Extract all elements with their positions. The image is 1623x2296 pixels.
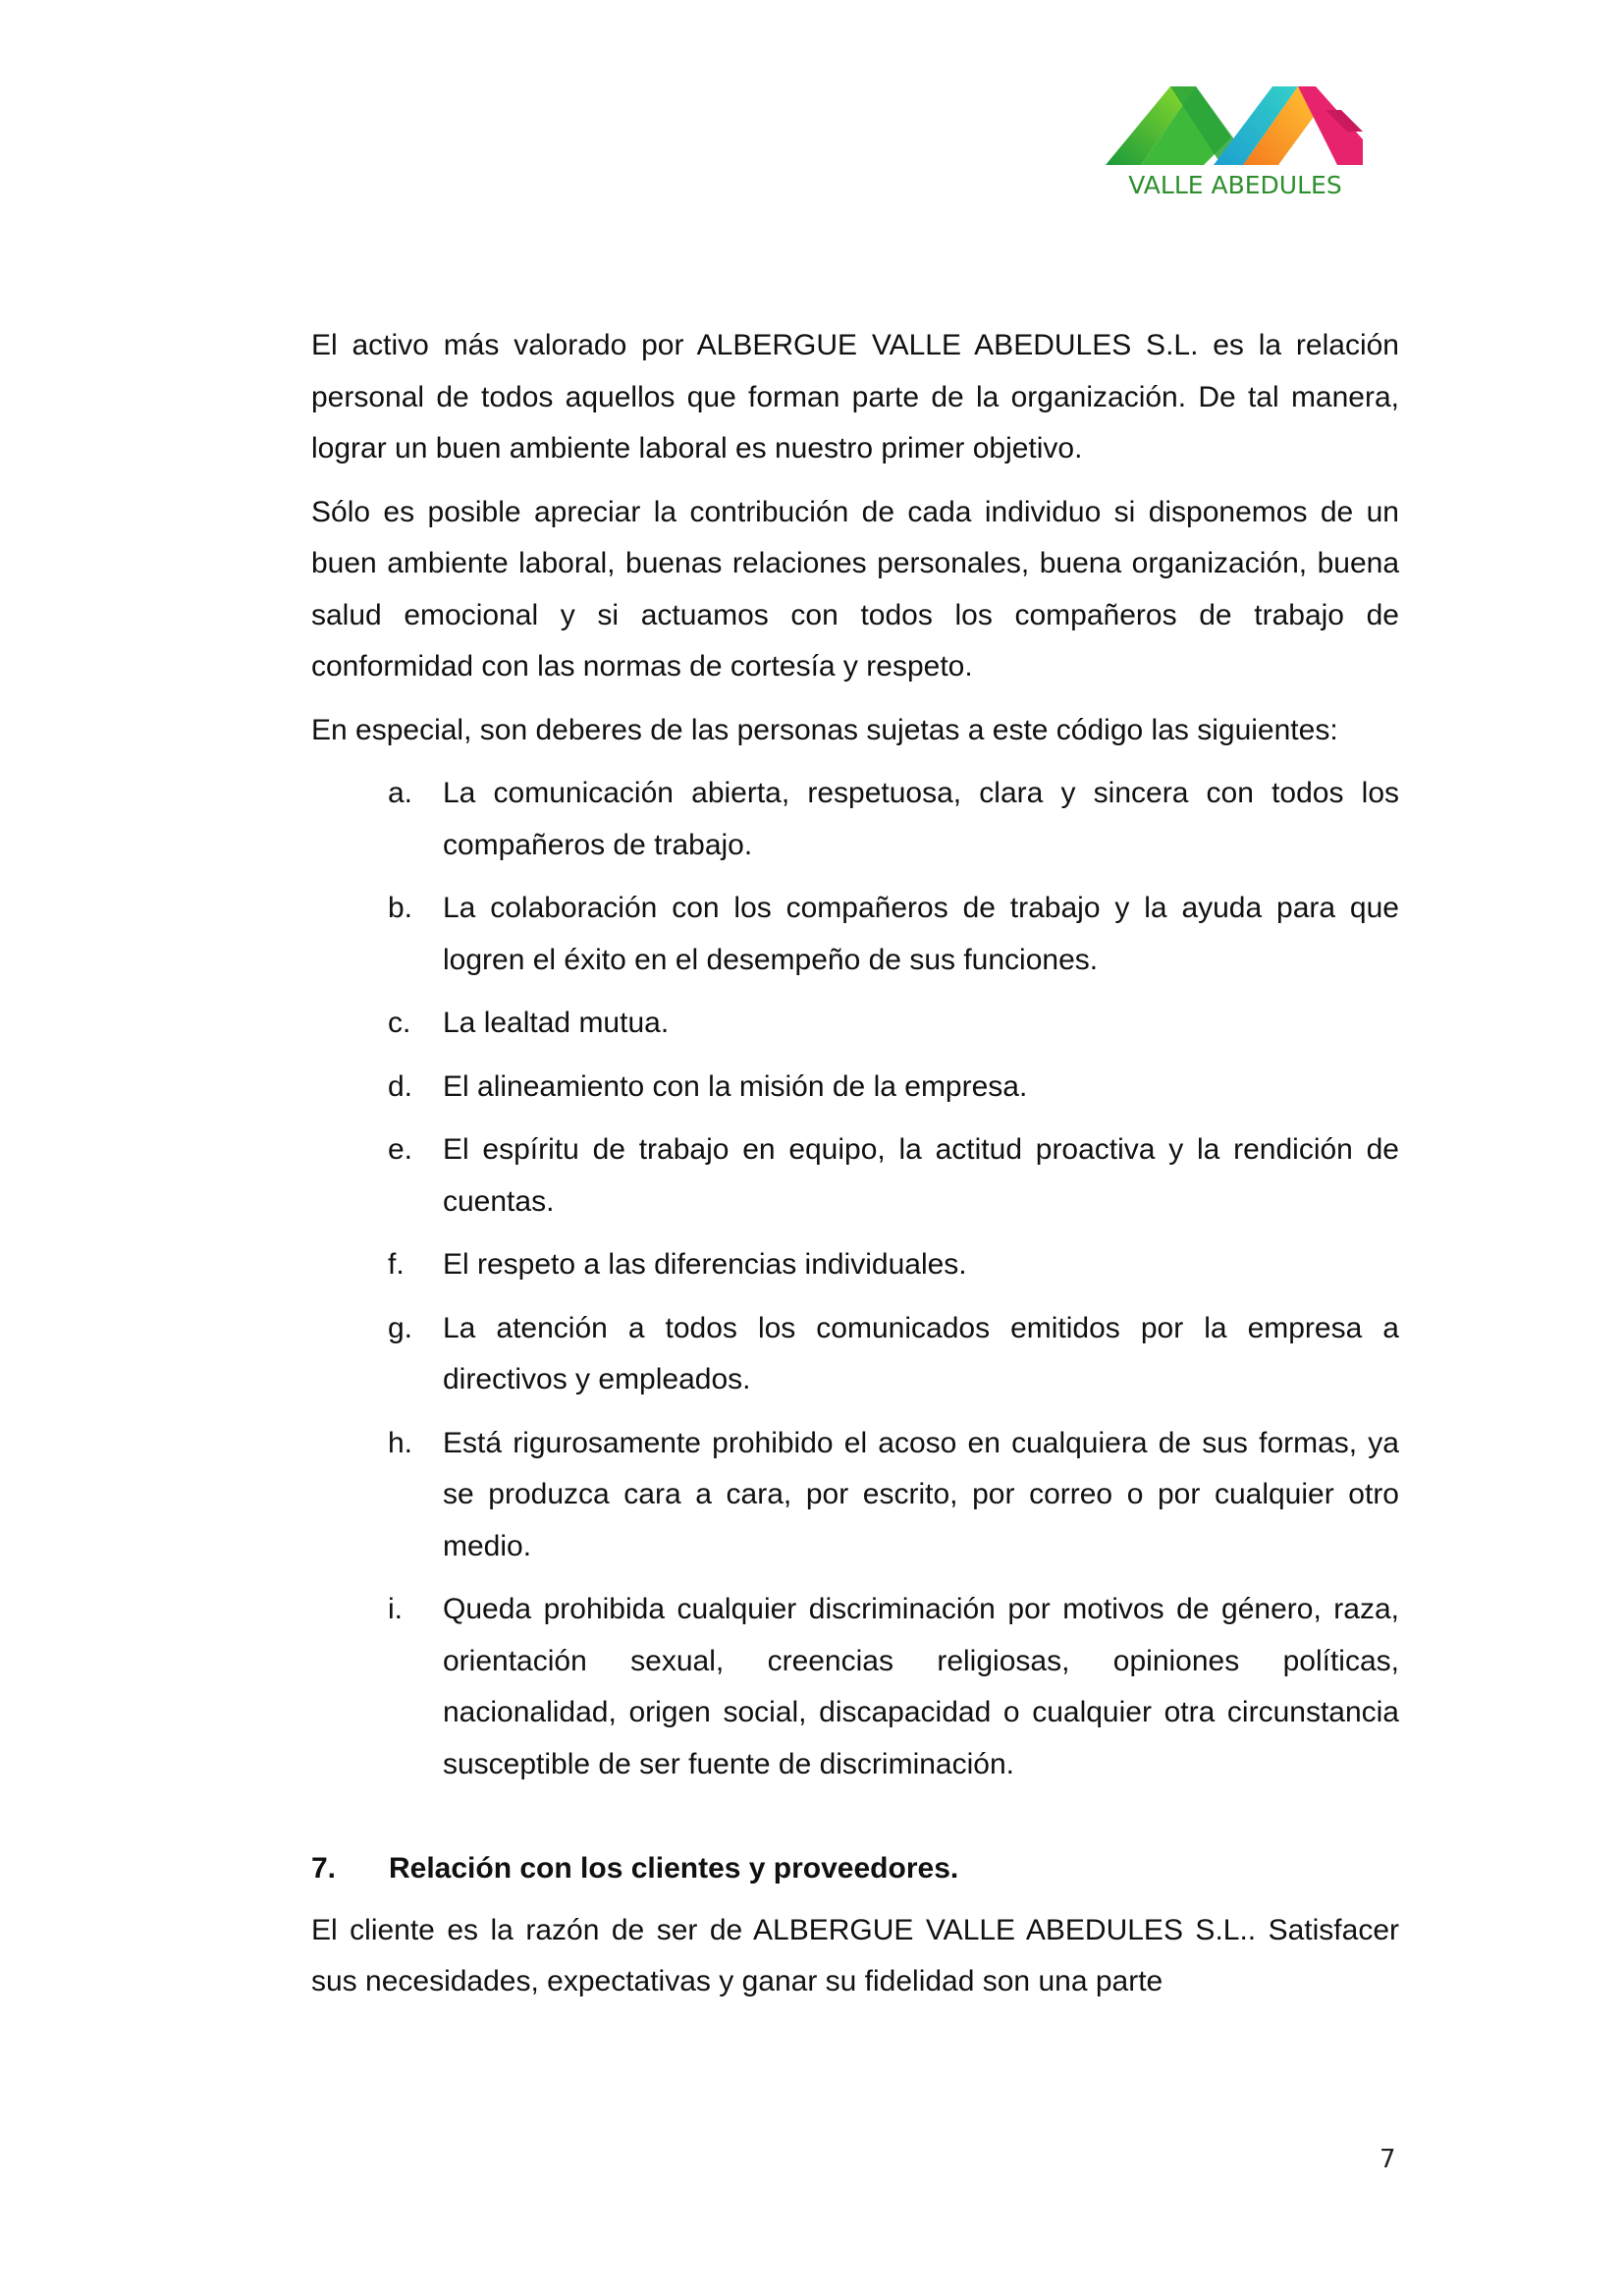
list-item-text: La comunicación abierta, respetuosa, clara y sincera con todos los compañeros de trabajo. — [443, 777, 1399, 861]
logo-text: VALLE ABEDULES — [1128, 171, 1342, 199]
duties-list — [311, 768, 1399, 1790]
list-item — [311, 883, 1399, 986]
list-item — [311, 1303, 1399, 1406]
list-marker: f. — [388, 1248, 405, 1281]
list-item — [311, 1239, 1399, 1291]
paragraph-contribution: Sólo es posible apreciar la contribución de cada individuo si disponemos de un buen ambiente laboral, buenas relaciones personales, buena organización, buena salud emocional y si actuamos con todos los compañeros de trabajo de conformidad con las normas de cortesía y respeto. — [311, 495, 1399, 683]
section-number: 7. — [311, 1852, 337, 1885]
logo-mountains-icon — [1106, 81, 1363, 171]
section-title: Relación con los clientes y proveedores. — [389, 1852, 959, 1885]
list-marker: h. — [388, 1426, 413, 1459]
list-marker: b. — [388, 892, 413, 924]
list-item-text: El espíritu de trabajo en equipo, la actitud proactiva y la rendición de cuentas. — [443, 1133, 1399, 1218]
list-item — [311, 768, 1399, 871]
list-item-text: Está rigurosamente prohibido el acoso en cualquiera de sus formas, ya se produzca cara a cara, por escrito, por correo o por cualquier otro medio. — [443, 1426, 1399, 1562]
company-logo — [1098, 81, 1373, 208]
section-heading — [311, 1843, 1399, 1895]
list-item — [311, 1062, 1399, 1114]
list-item-text: Queda prohibida cualquier discriminación por motivos de género, raza, orientación sexual, creencias religiosas, opiniones políticas, nacionalidad, origen social, discapacidad o cualquier otra circunstancia susceptible de ser fuente de discriminación. — [443, 1593, 1399, 1780]
paragraph-intro: El activo más valorado por ALBERGUE VALLE ABEDULES S.L. es la relación personal de todos aquellos que forman parte de la organización. De tal manera, lograr un buen ambiente laboral es nuestro primer objetivo. — [311, 329, 1399, 465]
list-item-text: El alineamiento con la misión de la empresa. — [443, 1069, 1028, 1103]
list-marker: i. — [388, 1593, 403, 1625]
list-marker: c. — [388, 1007, 411, 1039]
list-marker: a. — [388, 777, 413, 809]
page-number: 7 — [1380, 2145, 1396, 2174]
list-item — [311, 1584, 1399, 1790]
list-item-text: La lealtad mutua. — [443, 1007, 670, 1039]
document-body — [311, 320, 1399, 2020]
paragraph-clients: El cliente es la razón de ser de ALBERGUE VALLE ABEDULES S.L.. Satisfacer sus necesidades, expectativas y ganar su fidelidad son una parte — [311, 1913, 1399, 1997]
list-item — [311, 998, 1399, 1050]
list-item — [311, 1418, 1399, 1573]
list-item-text: La atención a todos los comunicados emitidos por la empresa a directivos y empleados. — [443, 1311, 1399, 1395]
list-marker: g. — [388, 1311, 413, 1344]
list-marker: d. — [388, 1069, 413, 1103]
paragraph-duties-intro: En especial, son deberes de las personas sujetas a este código las siguientes: — [311, 713, 1338, 746]
list-item-text: El respeto a las diferencias individuales. — [443, 1248, 967, 1281]
list-item-text: La colaboración con los compañeros de trabajo y la ayuda para que logren el éxito en el desempeño de sus funciones. — [443, 892, 1399, 976]
list-marker: e. — [388, 1133, 413, 1166]
list-item — [311, 1124, 1399, 1228]
